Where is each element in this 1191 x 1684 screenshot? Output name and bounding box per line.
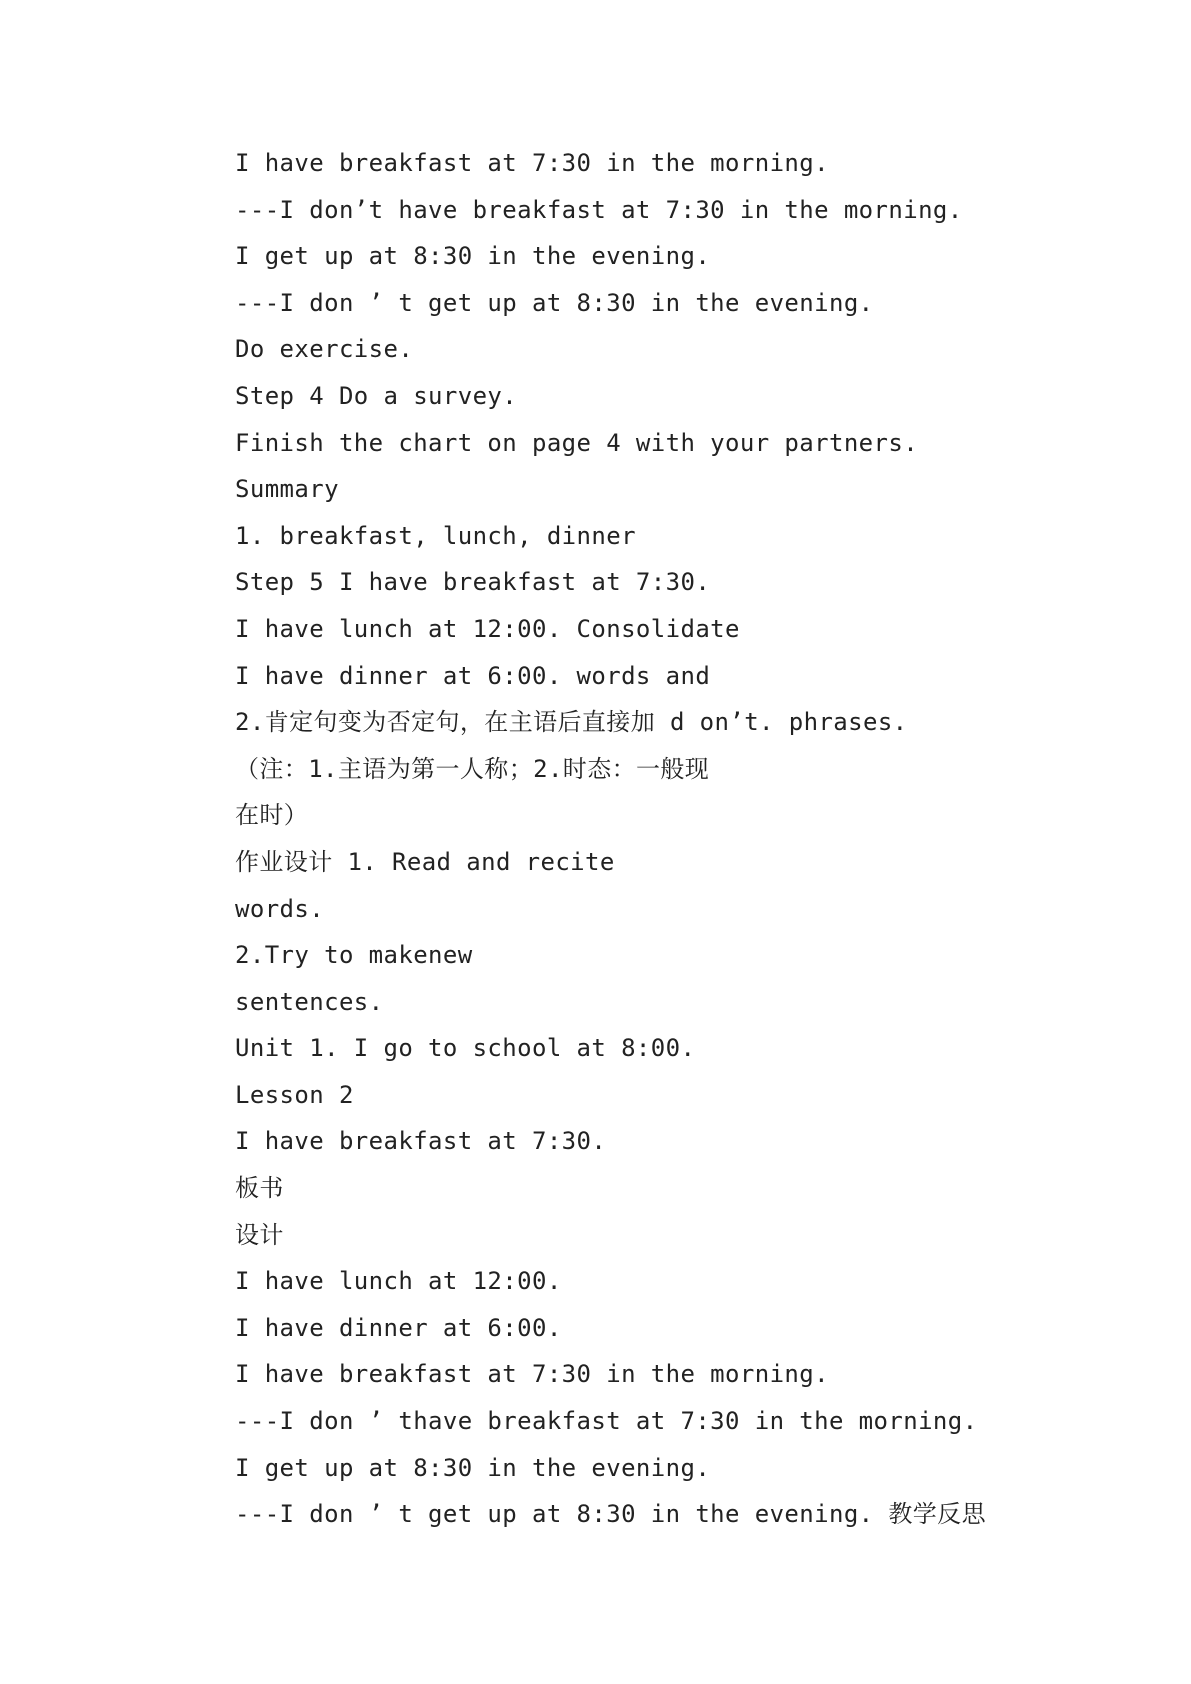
text-line: （注：1.主语为第一人称；2.时态：一般现 (235, 754, 710, 783)
text-line: I have breakfast at 7:30 in the morning. (235, 149, 829, 177)
text-line: words. (235, 894, 325, 923)
text-line: ---I don’t have breakfast at 7:30 in the morning. (235, 195, 963, 224)
text-line: sentences. (235, 987, 384, 1016)
text-line: I have dinner at 6:00. words and (235, 661, 711, 690)
text-line: ---I don ’ thave breakfast at 7:30 in the morning. (235, 1407, 978, 1436)
text-line: I have lunch at 12:00. (235, 1267, 562, 1296)
text-line: ---I don ’ t get up at 8:30 in the evening. 教学反思 (235, 1500, 986, 1529)
text-line: 2.Try to makenew (235, 941, 473, 970)
text-line: Do exercise. (235, 335, 414, 364)
text-line: Finish the chart on page 4 with your partners. (235, 428, 919, 457)
text-line: I have breakfast at 7:30. (235, 1127, 607, 1156)
document-body (235, 140, 1055, 1538)
text-line: Unit 1. I go to school at 8:00. (235, 1034, 696, 1063)
text-line: I get up at 8:30 in the evening. (235, 242, 711, 271)
text-line: I have breakfast at 7:30 in the morning. (235, 1360, 829, 1389)
text-line: Step 4 Do a survey. (235, 381, 518, 410)
text-line: 1. breakfast, lunch, dinner (235, 521, 636, 550)
text-line: 设计 (235, 1220, 284, 1249)
text-line: Lesson 2 (235, 1080, 354, 1109)
text-line: Step 5 I have breakfast at 7:30. (235, 568, 711, 597)
text-line: I have dinner at 6:00. (235, 1313, 562, 1342)
text-line: I have lunch at 12:00. Consolidate (235, 614, 740, 643)
text-line: 板书 (235, 1174, 284, 1203)
text-line: 在时） (235, 801, 309, 830)
text-line: 2.肯定句变为否定句，在主语后直接加 d on’t. phrases. (235, 708, 908, 737)
text-line: 作业设计 1. Read and recite (235, 847, 615, 876)
text-line: ---I don ’ t get up at 8:30 in the evening. (235, 288, 874, 317)
text-line: I get up at 8:30 in the evening. (235, 1453, 711, 1482)
text-line: Summary (235, 475, 339, 504)
